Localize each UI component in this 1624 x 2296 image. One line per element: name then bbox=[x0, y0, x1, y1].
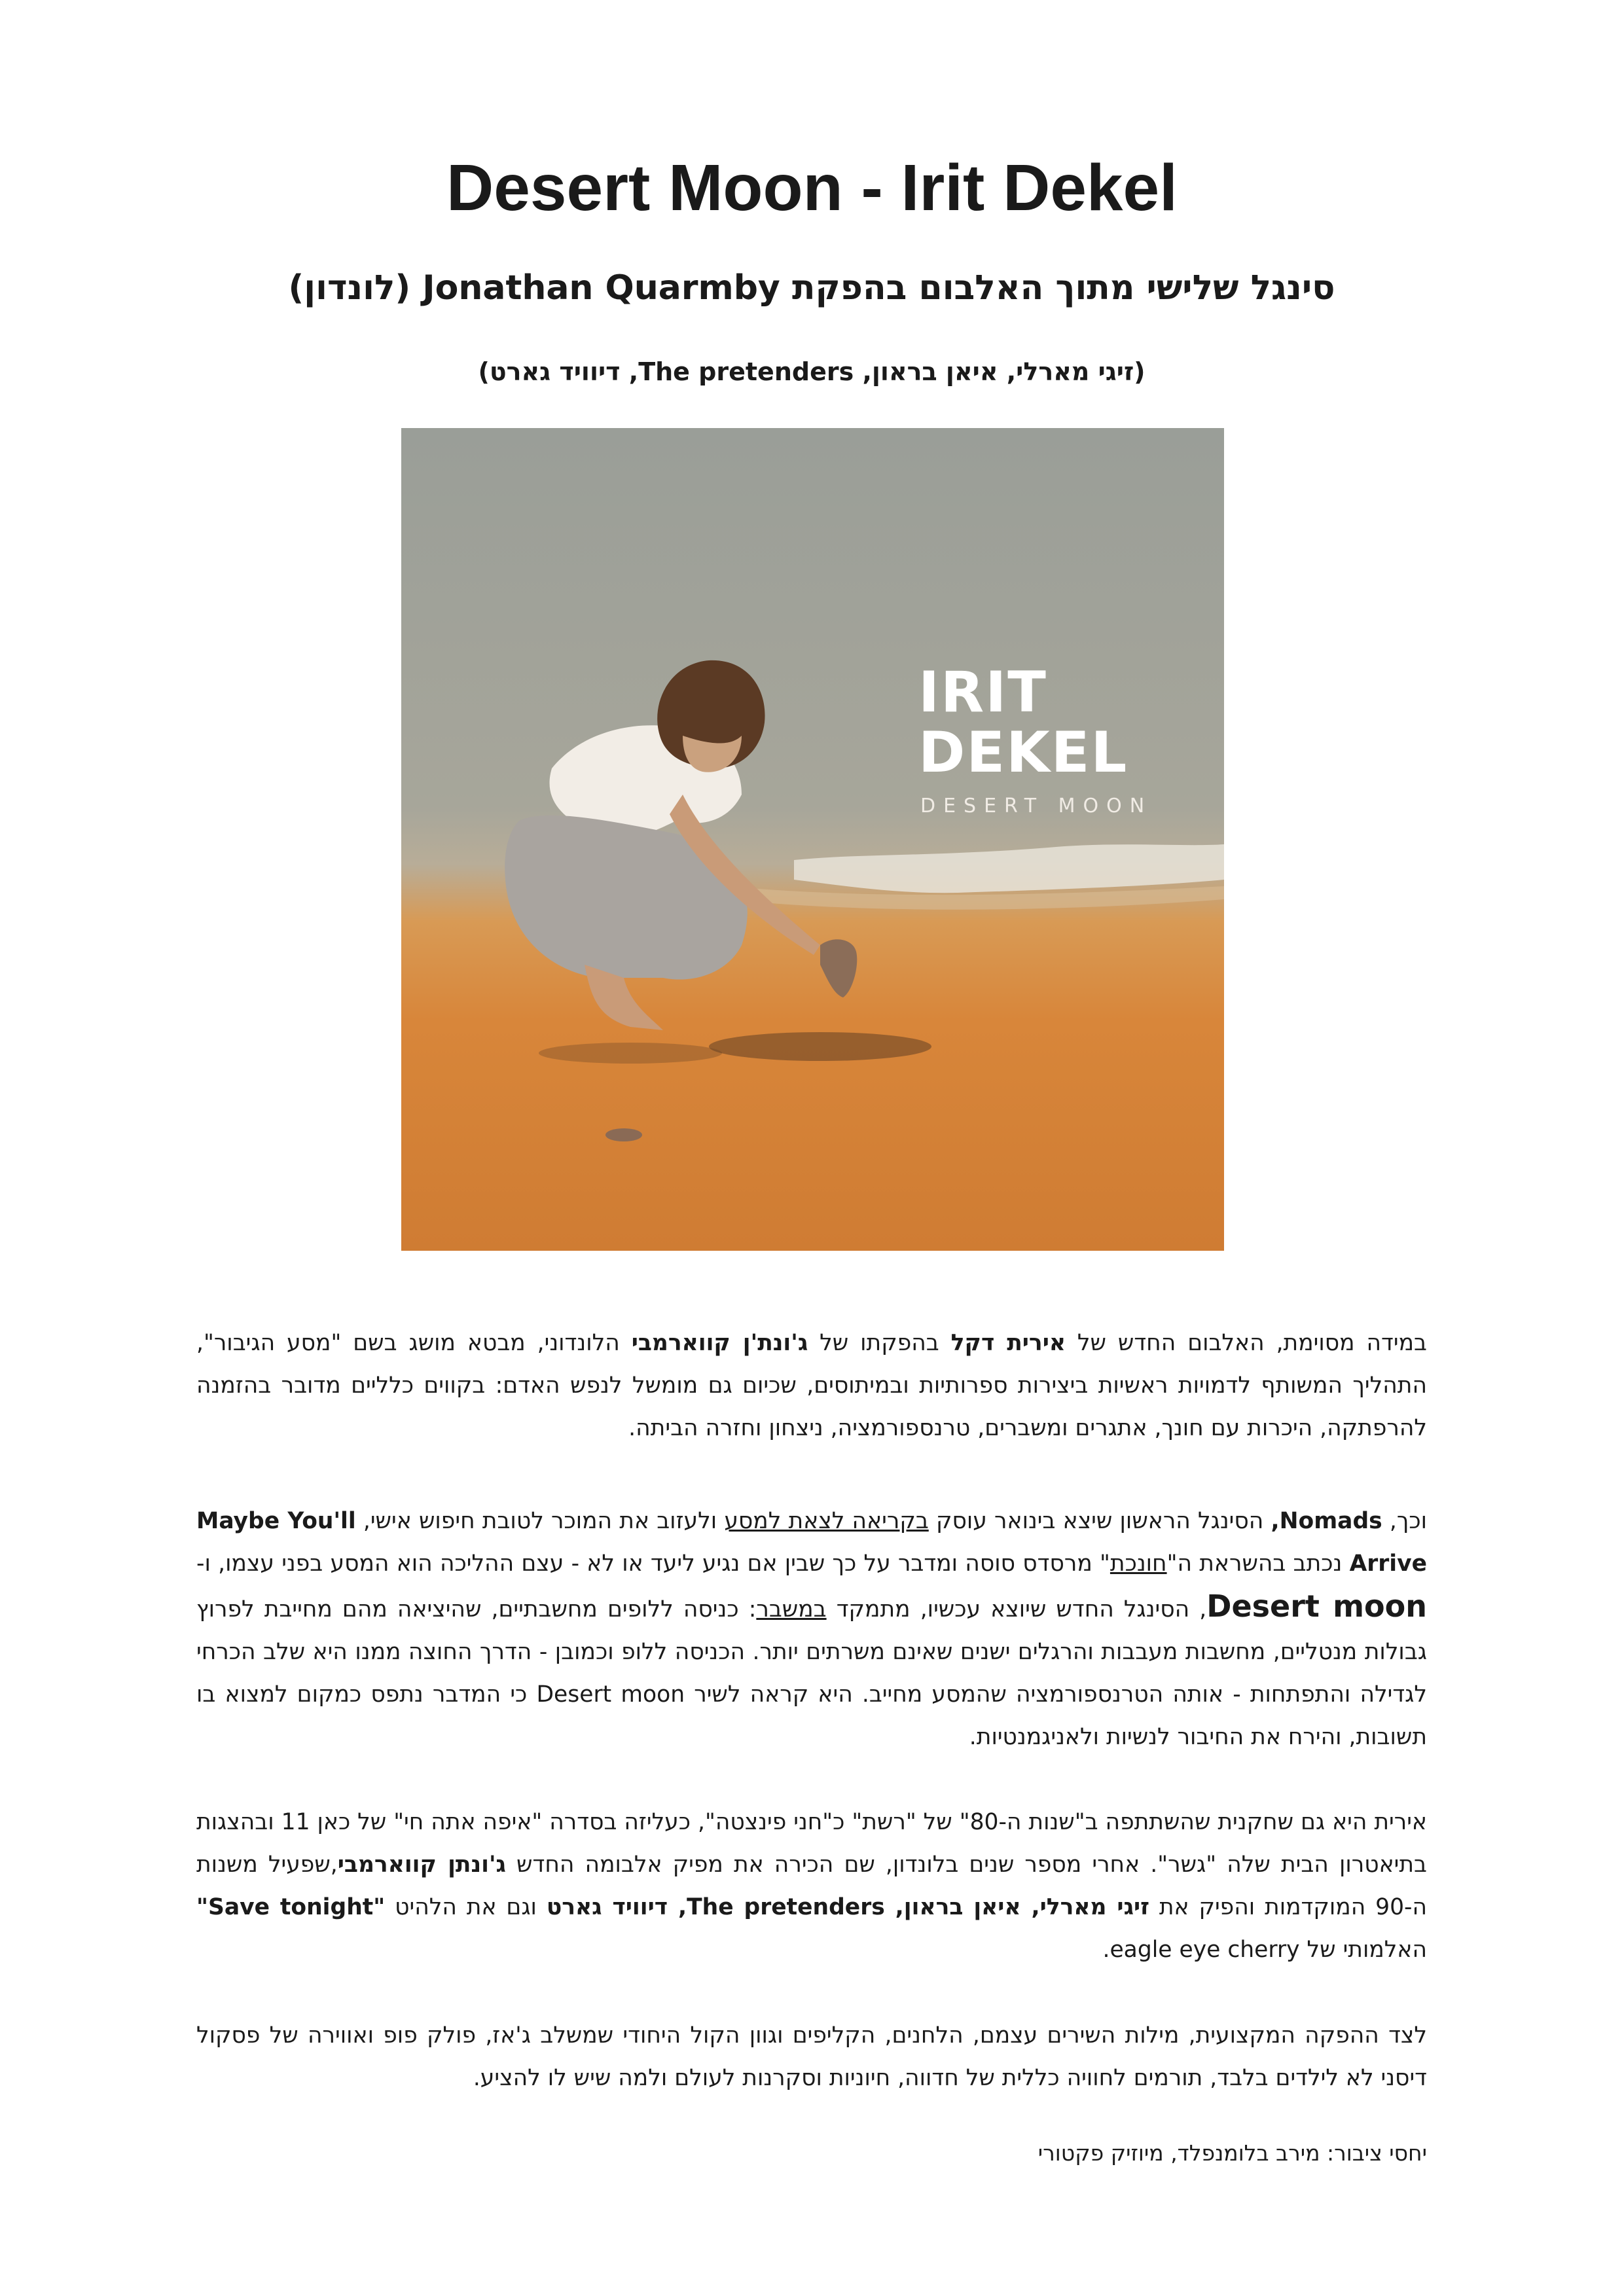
cover-artist-line2: DEKEL bbox=[918, 720, 1128, 785]
subtitle bbox=[196, 265, 1427, 311]
album-cover-image bbox=[401, 428, 1224, 1251]
subtitle-city: (לונדון) bbox=[288, 268, 411, 308]
pr-contact: יחסי ציבור: מירב בלומנפלד, מיוזיק פקטורי bbox=[1038, 2140, 1427, 2166]
subtitle-producer: Jonathan Quarmby bbox=[422, 268, 780, 308]
document-title: Desert Moon - Irit Dekel bbox=[446, 151, 1178, 224]
cover-album-title: DESERT MOON bbox=[920, 795, 1153, 817]
paragraph-singles: וכך, Nomads, הסינגל הראשון שיצא בינואר עוסק בקריאה לצאת למסע ולעזוב את המוכר לטובת חיפוש אישי, Maybe You'll Arrive נכתב בהשראת ה"חונכת" מרסדס סוסה ומדבר על כך שבין אם נגיע ליעד או לא - עצם ההליכה הוא המסע בפני עצמו, ו-Desert moon, הסינגל החדש שיוצא עכשיו, מתמקד במשבר: כניסה ללופים מחשבתיים, שהיציאה מהם מחייבת לפרוץ גבולות מנטליים, מחשבות מעבבות והרגלים ישנים שאינם משרתים יותר. הכניסה ללופ וכמובן - הדרך החוצה ממנו היא שלב הכרחי לגדילה והתפתחות - אותה הטרנספורמציה שהמסע מחייב. היא קראה לשיר Desert moon כי המדבר נתפס כמקום למצוא בו תשובות, והירח את החיבור לנשיות ולאניגמנטיות. bbox=[196, 1508, 1428, 1750]
producer-credits: (זיגי מארלי, איאן בראון, The pretenders, דיוויד גארט) bbox=[478, 357, 1146, 386]
cover-artist-name bbox=[918, 662, 1128, 783]
cover-artist-line1: IRIT bbox=[918, 660, 1047, 725]
paragraph-intro: במידה מסוימת, האלבום החדש של אירית דקל בהפקתו של ג'ונת'ן קווארמבי הלונדוני, מבטא מושג בשם "מסע הגיבור", התהליך המשותף לדמויות ראשיות ביצירות ספרותיות ובמיתוסים, שכיום גם מומשל לנפש האדם: בקווים כלליים מדובר בהזמנה להרפתקה, היכרות עם חונך, אתגרים ומשברים, טרנספורמציה, ניצחון וחזרה הביתה. bbox=[196, 1330, 1427, 1441]
paragraph-closing: לצד ההפקה המקצועית, מילות השירים עצמם, הלחנים, הקליפים וגוון הקול היחודי שמשלב ג'אז, פולק פופ ואווירה של פסקול דיסני לא לילדים בלבד, תורמים לחוויה כללית של חדווה, חיוניות וסקרנות לעולם ולמה שיש לו להציע. bbox=[196, 2022, 1427, 2091]
beach-photo-illustration bbox=[401, 428, 1224, 1251]
paragraph-biography: אירית היא גם שחקנית שהשתתפה ב"שנות ה-80" של "רשת" כ"חני פינצטה", כעליזה בסדרה "איפה אתה חי" של כאן 11 ובהצגות בתיאטרון הבית שלה "גשר". אחרי מספר שנים בלונדון, שם הכירה את מפיק אלבומה החדש ג'ונתן קווארמבי,שפעיל משנות ה-90 המוקדמות והפיק את זיגי מארלי, איאן בראון, The pretenders, דיוויד גארט וגם את הלהיט "Save tonight" האלמותי של eagle eye cherry. bbox=[196, 1809, 1428, 1963]
subtitle-prefix: סינגל שלישי מתוך האלבום בהפקת bbox=[791, 268, 1335, 308]
